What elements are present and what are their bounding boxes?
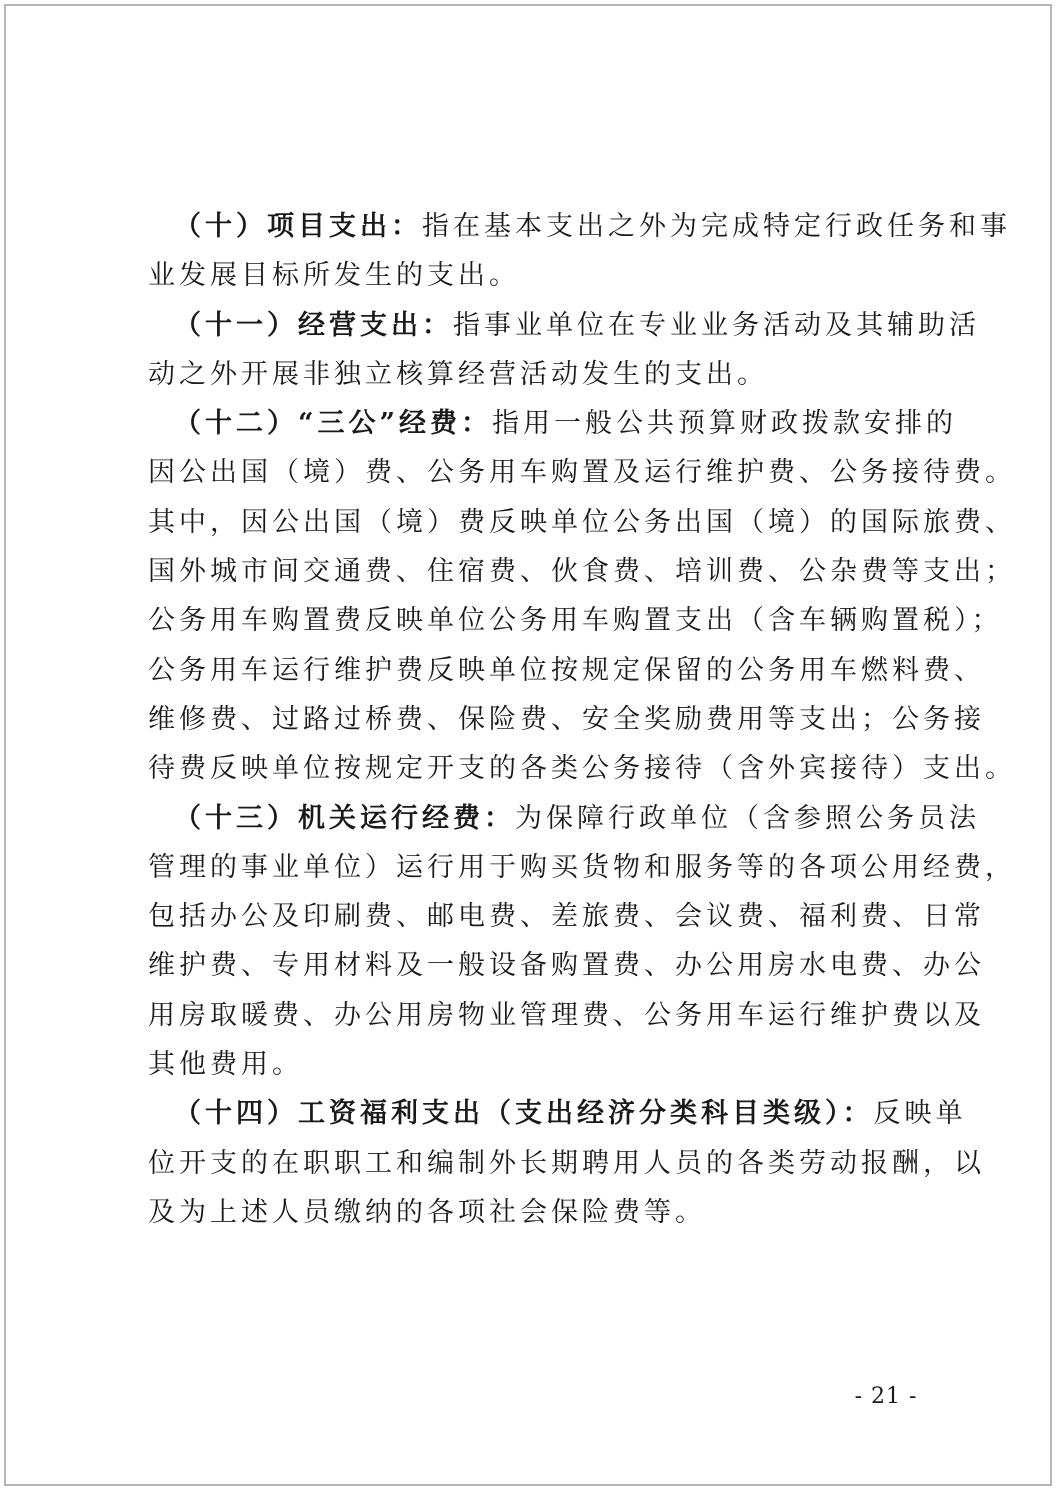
paragraph-10-line-1	[148, 202, 1011, 251]
paragraph-11-line-2: 动之外开展非独立核算经营活动发生的支出。	[148, 358, 768, 390]
paragraph-12-line-7: 维修费、过路过桥费、保险费、安全奖励费用等支出；公务接	[148, 703, 985, 735]
paragraph-14-text: 反映单	[873, 1098, 967, 1130]
paragraph-10-term: （十）项目支出：	[174, 211, 422, 242]
paragraph-10-line-2: 业发展目标所发生的支出。	[148, 260, 520, 292]
paragraph-14-line-1	[148, 1089, 967, 1138]
paragraph-12-line-6: 公务用车运行维护费反映单位按规定保留的公务用车燃料费、	[148, 654, 985, 686]
paragraph-12-line-8: 待费反映单位按规定开支的各类公务接待（含外宾接待）支出。	[148, 753, 1016, 785]
paragraph-12-line-5: 公务用车购置费反映单位公务用车购置支出（含车辆购置税）；	[148, 605, 1003, 637]
paragraph-13-line-3: 包括办公及印刷费、邮电费、差旅费、会议费、福利费、日常	[148, 901, 985, 933]
paragraph-13-line-4: 维护费、专用材料及一般设备购置费、办公用房水电费、办公	[148, 950, 985, 982]
paragraph-12-term: （十二）“三公”经费：	[174, 408, 493, 440]
paragraph-13-term: （十三）机关运行经费：	[174, 802, 515, 834]
paragraph-14-line-2: 位开支的在职职工和编制外长期聘用人员的各类劳动报酬，以	[148, 1147, 985, 1179]
paragraph-13-line-5: 用房取暖费、办公用房物业管理费、公务用车运行维护费以及	[148, 999, 985, 1031]
page-number: - 21 -	[854, 1384, 918, 1409]
paragraph-11-term: （十一）经营支出：	[174, 309, 453, 341]
paragraph-11-line-1	[148, 301, 980, 350]
document-body	[148, 202, 1016, 1237]
paragraph-12-line-4: 国外城市间交通费、住宿费、伙食费、培训费、公杂费等支出；	[148, 556, 1016, 588]
page-frame	[4, 4, 1052, 1486]
paragraph-10-text: 指在基本支出之外为完成特定行政任务和事	[422, 211, 1011, 242]
paragraph-14-line-3: 及为上述人员缴纳的各项社会保险费等。	[148, 1196, 706, 1228]
paragraph-11-text: 指事业单位在专业业务活动及其辅助活	[453, 309, 980, 341]
paragraph-13-line-2: 管理的事业单位）运行用于购买货物和服务等的各项公用经费，	[148, 851, 1016, 883]
paragraph-13-text: 为保障行政单位（含参照公务员法	[515, 802, 980, 834]
paragraph-14-term: （十四）工资福利支出（支出经济分类科目类级）：	[174, 1098, 874, 1130]
paragraph-12-line-1	[148, 399, 958, 448]
paragraph-13-line-1	[148, 794, 980, 843]
paragraph-13-line-6: 其他费用。	[148, 1049, 303, 1081]
paragraph-12-line-3: 其中，因公出国（境）费反映单位公务出国（境）的国际旅费、	[148, 506, 1016, 538]
paragraph-12-line-2: 因公出国（境）费、公务用车购置及运行维护费、公务接待费。	[148, 457, 1016, 489]
paragraph-12-text: 指用一般公共预算财政拨款安排的	[492, 408, 958, 440]
